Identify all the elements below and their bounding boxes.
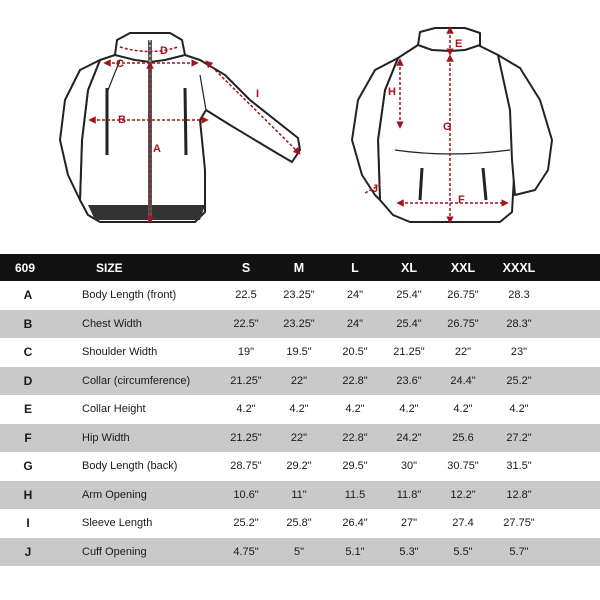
size-chart-table [0,254,600,566]
label-H: H [388,86,396,98]
table-row [0,424,600,453]
table-row [0,281,600,310]
measure-value: 23.6" [396,374,422,387]
measure-name: Body Length (back) [82,460,178,473]
measure-value: 27.75" [503,517,535,530]
measure-value: 22.8" [342,431,368,444]
measure-value: 24" [346,289,364,302]
measure-value: 23.25" [283,289,315,302]
size-header-xl: XL [401,260,417,275]
measure-value: 4.2" [289,403,309,416]
jacket-measurement-diagram [0,0,600,250]
table-row [0,481,600,510]
size-column-header: SIZE [96,260,123,275]
measure-code: I [26,516,30,531]
measure-value: 11.8" [396,488,422,501]
size-header-xxl: XXL [450,260,476,275]
measure-value: 22" [290,431,308,444]
measure-value: 22.5 [235,289,257,302]
measure-code: G [23,459,33,474]
measure-value: 19" [237,346,255,359]
measure-code: F [24,430,32,445]
measure-value: 21.25" [230,374,262,387]
measure-code: E [23,402,32,417]
measure-code: C [23,345,33,360]
measure-value: 20.5" [342,346,368,359]
measure-value: 12.2" [450,488,476,501]
measure-value: 11.5 [344,488,366,501]
measure-value: 21.25" [230,431,262,444]
measure-name: Collar Height [82,403,146,416]
table-header-row [0,254,600,281]
measure-value: 25.8" [286,517,312,530]
measure-value: 5.1" [345,545,365,558]
measure-name: Hip Width [82,431,130,444]
measure-value: 11" [291,488,307,501]
measure-value: 22" [290,374,308,387]
table-row [0,395,600,424]
measure-value: 22" [454,346,472,359]
measure-value: 29.5" [342,460,368,473]
measure-value: 5.5" [453,545,473,558]
measure-value: 23.25" [283,317,315,330]
measure-code: J [24,544,32,559]
measure-value: 4.2" [509,403,529,416]
measure-value: 23" [510,346,528,359]
table-row [0,310,600,339]
measure-value: 5.3" [399,545,419,558]
measure-value: 30.75" [447,460,479,473]
measure-value: 5.7" [509,545,529,558]
measure-value: 21.25" [393,346,425,359]
label-E: E [455,38,463,50]
table-row [0,452,600,481]
measure-name: Sleeve Length [82,517,153,530]
measure-name: Collar (circumference) [82,374,191,387]
label-B: B [118,114,126,126]
measure-value: 24.4" [450,374,476,387]
measure-value: 4.2" [399,403,419,416]
measure-value: 25.6 [452,431,474,444]
measure-value: 19.5" [286,346,312,359]
measure-code: H [23,487,33,502]
measure-value: 4.75" [233,545,259,558]
measure-value: 25.2" [506,374,532,387]
measure-name: Cuff Opening [82,545,147,558]
size-header-s: S [241,260,251,275]
table-row [0,338,600,367]
measure-value: 28.3 [508,289,530,302]
table-row [0,509,600,538]
measure-value: 27.4 [452,517,474,530]
measure-name: Chest Width [82,317,142,330]
measure-value: 28.3" [506,317,532,330]
measure-value: 25.4" [396,289,422,302]
table-row [0,538,600,567]
measure-code: D [23,373,33,388]
measure-value: 4.2" [345,403,365,416]
measure-value: 29.2" [286,460,312,473]
size-header-xxxl: XXXL [502,260,536,275]
measure-value: 27.2" [506,431,532,444]
jacket-front-view [60,33,300,222]
measure-value: 4.2" [236,403,256,416]
measure-value: 26.75" [447,317,479,330]
size-header-m: M [293,260,305,275]
measure-name: Arm Opening [82,488,147,501]
label-C: C [116,58,124,70]
measure-value: 26.4" [342,517,368,530]
measure-value: 25.4" [396,317,422,330]
label-D: D [160,45,168,57]
measure-value: 26.75" [447,289,479,302]
size-header-l: L [351,260,359,275]
measure-value: 27" [400,517,418,530]
measure-value: 25.2" [233,517,259,530]
jacket-back-view [352,28,552,222]
measure-value: 5" [293,545,305,558]
measure-value: 10.6" [233,488,259,501]
measure-name: Shoulder Width [82,346,158,359]
model-number: 609 [14,260,36,275]
label-A: A [153,143,161,155]
label-J: J [372,183,379,195]
measure-value: 31.5" [506,460,532,473]
measure-code: A [23,288,33,303]
measure-value: 30" [400,460,418,473]
table-row [0,367,600,396]
measure-code: B [23,316,33,331]
measure-value: 4.2" [453,403,473,416]
measure-value: 24.2" [396,431,422,444]
measure-value: 28.75" [230,460,262,473]
label-F: F [458,194,465,206]
measure-value: 24" [346,317,364,330]
label-G: G [443,121,452,133]
measure-value: 12.8" [506,488,532,501]
measure-value: 22.8" [342,374,368,387]
label-I: I [256,88,260,100]
measure-value: 22.5" [233,317,259,330]
measure-name: Body Length (front) [82,289,177,302]
